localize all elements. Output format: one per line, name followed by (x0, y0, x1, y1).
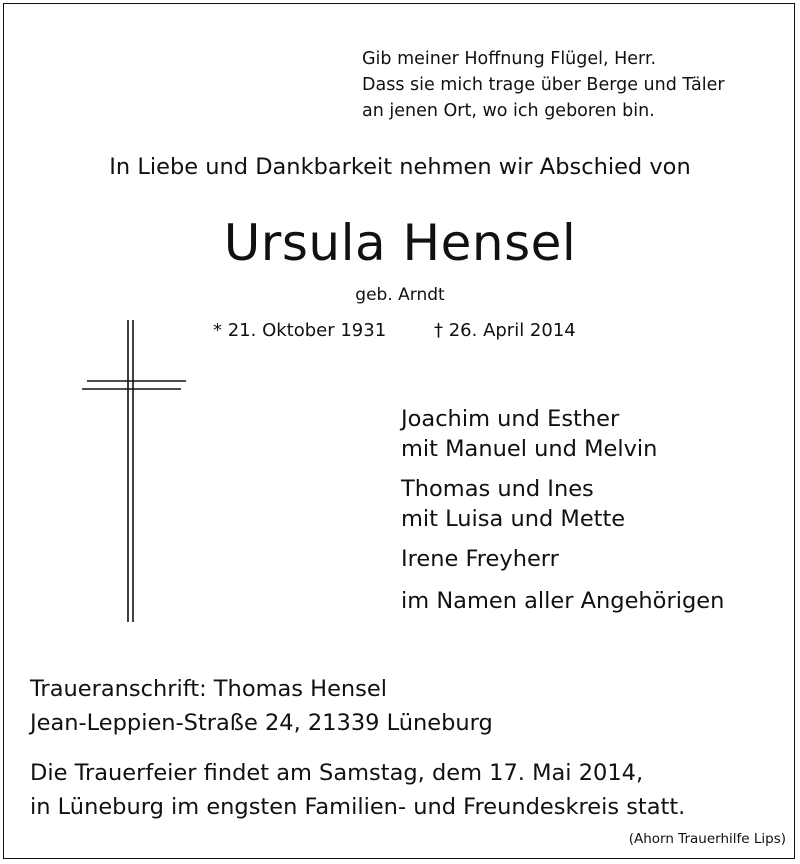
birth-date: * 21. Oktober 1931 (213, 320, 387, 341)
address-line: Jean-Leppien-Straße 24, 21339 Lüneburg (30, 710, 493, 736)
verse-line: Dass sie mich trage über Berge und Täler (362, 75, 725, 95)
funeral-address (30, 672, 493, 740)
mourner-line: Joachim und Esther (401, 406, 620, 432)
mourner-line: Thomas und Ines (401, 476, 594, 502)
death-date: † 26. April 2014 (434, 320, 576, 341)
maiden-name: geb. Arndt (355, 285, 445, 305)
mourner-line: mit Luisa und Mette (401, 506, 626, 532)
verse-line: Gib meiner Hoffnung Flügel, Herr. (362, 49, 657, 69)
mourner-group (401, 474, 724, 534)
verse (362, 46, 725, 124)
address-line: Traueranschrift: Thomas Hensel (30, 676, 388, 702)
intro-text: In Liebe und Dankbarkeit nehmen wir Abschied von (109, 154, 691, 180)
mourner-group (401, 544, 724, 574)
mourner-group (401, 586, 724, 616)
ceremony-line: Die Trauerfeier findet am Samstag, dem 17. Mai 2014, (30, 760, 644, 786)
deceased-name: Ursula Hensel (223, 214, 577, 272)
mourner-line: mit Manuel und Melvin (401, 436, 658, 462)
mourner-line: im Namen aller Angehörigen (401, 588, 725, 614)
mourner-group (401, 404, 724, 464)
ceremony-info (30, 756, 685, 824)
mourner-line: Irene Freyherr (401, 546, 559, 572)
cross-icon (80, 320, 192, 630)
verse-line: an jenen Ort, wo ich geboren bin. (362, 101, 655, 121)
funeral-home-credit: (Ahorn Trauerhilfe Lips) (628, 831, 786, 847)
ceremony-line: in Lüneburg im engsten Familien- und Freundeskreis statt. (30, 794, 686, 820)
mourners-list (401, 404, 724, 626)
